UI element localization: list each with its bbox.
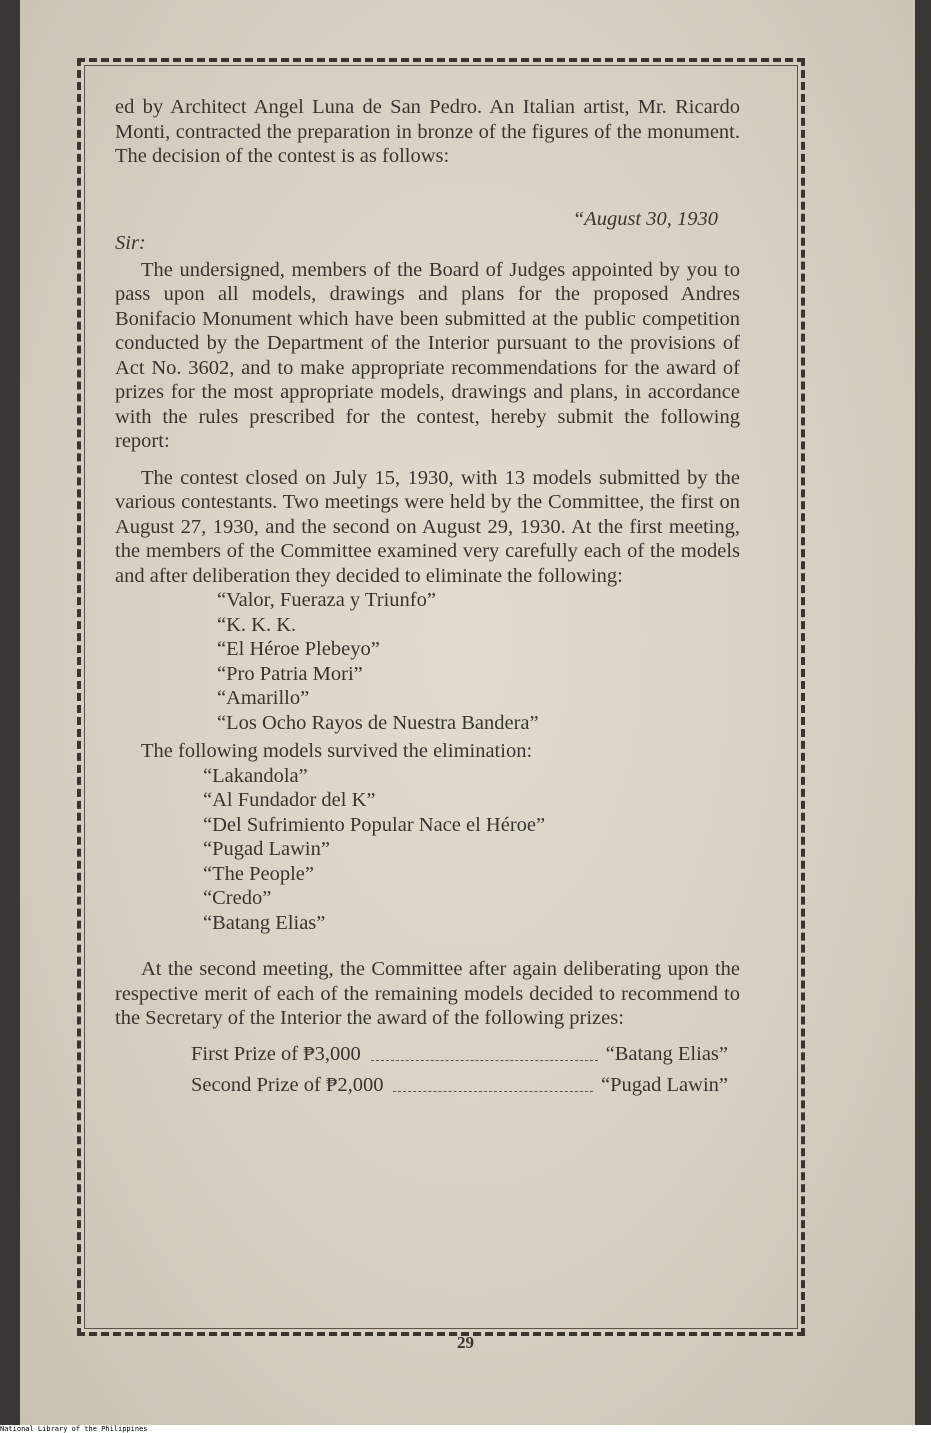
- list-item: “Lakandola”: [203, 764, 308, 787]
- survived-intro: The following models survived the elimination:: [141, 740, 533, 762]
- letter-paragraph-1: The undersigned, members of the Board of Judges appointed by you to pass upon all models, drawings and plans for the proposed Andres Bonifacio Monument which have been submitted at the public competition conducted by the Department of the Interior pursuant to the provisions of Act No. 3602, and to make appropriate recommendations for the award of prizes for the most appropriate models, drawings and plans, in accordance with the rules prescribed for the contest, hereby submit the following report:: [115, 258, 740, 452]
- survived-models-list: [115, 764, 740, 936]
- list-item: “Credo”: [203, 887, 272, 909]
- page-number: 29: [457, 1333, 474, 1352]
- letter-salutation: Sir:: [115, 232, 146, 254]
- library-credit: National Library of the Philippines: [0, 1425, 931, 1433]
- leader-dots: [371, 1039, 598, 1061]
- list-item: “Valor, Fueraza y Triunfo”: [217, 589, 436, 611]
- prize-winner: “Pugad Lawin”: [601, 1073, 728, 1096]
- list-item: “The People”: [203, 862, 314, 885]
- prize-row-first: [115, 1039, 740, 1070]
- prize-label: Second Prize of ₱2,000: [191, 1073, 384, 1096]
- intro-paragraph: ed by Architect Angel Luna de San Pedro. An Italian artist, Mr. Ricardo Monti, contracted the preparation in bronze of the figures of the monument. The decision of the contest is as follows:: [115, 96, 740, 167]
- letter-paragraph-3: At the second meeting, the Committee after again deliberating upon the respective merit of each of the remaining models decided to recommend to the Secretary of the Interior the award of the following prizes:: [115, 958, 740, 1029]
- list-item: “Al Fundador del K”: [203, 789, 376, 811]
- page-content: [115, 95, 740, 1101]
- letter-date: “August 30, 1930: [572, 207, 718, 230]
- leader-dots: [393, 1070, 593, 1092]
- list-item: “Pugad Lawin”: [203, 838, 330, 860]
- list-item: “El Héroe Plebeyo”: [217, 638, 380, 660]
- letter-paragraph-2: The contest closed on July 15, 1930, with 13 models submitted by the various contestants. Two meetings were held by the Committee, the first on August 27, 1930, and the second on August 29, 1930. At the first meeting, the members of the Committee examined very carefully each of the models and after deliberation they decided to eliminate the following:: [115, 466, 740, 587]
- list-item: “Amarillo”: [217, 687, 310, 709]
- list-item: “K. K. K.: [217, 613, 297, 636]
- list-item: “Pro Patria Mori”: [217, 662, 363, 685]
- prize-winner: “Batang Elias”: [605, 1042, 728, 1065]
- prize-row-second: [115, 1070, 740, 1101]
- list-item: “Del Sufrimiento Popular Nace el Héroe”: [203, 813, 546, 836]
- eliminated-models-list: [115, 588, 740, 735]
- list-item: “Los Ocho Rayos de Nuestra Bandera”: [217, 711, 539, 734]
- prize-label: First Prize of ₱3,000: [191, 1042, 361, 1065]
- list-item: “Batang Elias”: [203, 911, 326, 934]
